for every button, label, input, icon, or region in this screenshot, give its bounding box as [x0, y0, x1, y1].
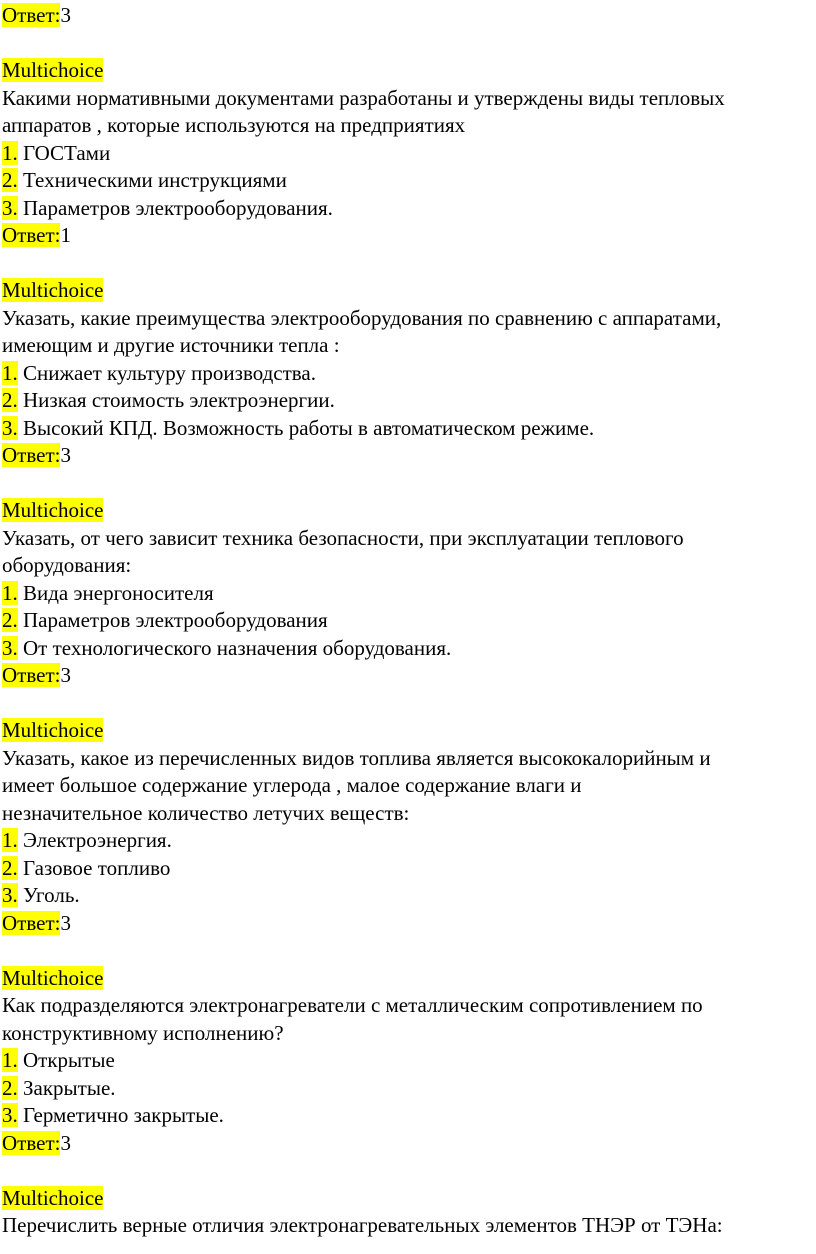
option-line: [2, 635, 816, 663]
question-type: Multichoice: [2, 58, 104, 82]
answer-value: 3: [60, 443, 71, 467]
option-text: Закрытые.: [17, 1075, 116, 1100]
option-number: 2.: [2, 168, 18, 192]
answer-value: 3: [60, 663, 71, 687]
spacer: [2, 937, 816, 965]
answer-label: Ответ:: [2, 663, 61, 687]
spacer: [2, 1157, 816, 1185]
question-text-line: Указать, какие преимущества электрооборудования по сравнению с аппаратами,: [2, 305, 722, 330]
option-text: Снижает культуру производства.: [17, 360, 317, 385]
answer-value: 3: [60, 910, 71, 935]
question-type: Multichoice: [2, 498, 104, 522]
option-text: Открытые: [17, 1048, 115, 1072]
answer-label: Ответ:: [2, 223, 61, 247]
option-text: Герметично закрытые.: [17, 1103, 224, 1127]
option-line: [2, 1075, 816, 1103]
spacer: [2, 470, 816, 498]
option-line: [2, 827, 816, 855]
question-text-line: Какими нормативными документами разработаны и утверждены виды тепловых: [2, 85, 725, 110]
option-number: 2.: [2, 855, 18, 880]
option-number: 1.: [2, 360, 18, 385]
question-text-line: имеет большое содержание углерода , малое содержание влаги и: [2, 773, 582, 797]
answer-line: [2, 662, 816, 690]
answer-label: Ответ:: [2, 3, 61, 27]
question-text-line: Перечислить верные отличия электронагревательных элементов ТНЭР от ТЭНа:: [2, 1213, 723, 1237]
question-block: [2, 497, 816, 690]
option-text: Низкая стоимость электроэнергии.: [17, 388, 335, 412]
question-type: Multichoice: [2, 278, 104, 302]
question-type-line: [2, 965, 816, 993]
answer-line: [2, 222, 816, 250]
question-text-line: Указать, какое из перечисленных видов топлива является высококалорийным и: [2, 745, 711, 770]
spacer: [2, 250, 816, 278]
option-text: От технологического назначения оборудования.: [17, 635, 452, 660]
option-line: [2, 882, 816, 910]
option-number: 3.: [2, 415, 18, 440]
option-line: [2, 195, 816, 223]
answer-label: Ответ:: [2, 910, 61, 935]
option-line: [2, 607, 816, 635]
option-number: 2.: [2, 608, 18, 632]
question-text-line: имеющим и другие источники тепла :: [2, 333, 340, 357]
question-text-line: аппаратов , которые используются на предприятиях: [2, 113, 466, 137]
option-line: [2, 387, 816, 415]
answer-line: [2, 910, 816, 938]
question-type-line: [2, 1185, 816, 1213]
option-line: [2, 167, 816, 195]
answer-line: [2, 442, 816, 470]
option-text: Электроэнергия.: [17, 828, 172, 852]
question-text-line: Как подразделяются электронагреватели с металлическим сопротивлением по: [2, 993, 703, 1017]
option-number: 1.: [2, 828, 18, 852]
spacer: [2, 690, 816, 718]
spacer: [2, 30, 816, 58]
question-block: [2, 57, 816, 250]
answer-label: Ответ:: [2, 1130, 61, 1155]
option-line: [2, 360, 816, 388]
document-page: [2, 2, 816, 1240]
answer-line: [2, 1130, 816, 1158]
option-text: Высокий КПД. Возможность работы в автоматическом режиме.: [17, 415, 595, 440]
question-type-line: [2, 717, 816, 745]
option-text: Параметров электрооборудования.: [17, 195, 333, 220]
option-line: [2, 580, 816, 608]
option-number: 2.: [2, 1075, 18, 1100]
question-type: Multichoice: [2, 1185, 104, 1210]
question-text-line: оборудования:: [2, 553, 132, 577]
option-text: Вида энергоносителя: [17, 580, 214, 605]
answer-label: Ответ:: [2, 443, 61, 467]
question-type-line: [2, 497, 816, 525]
question-block: [2, 717, 816, 937]
option-line: [2, 140, 816, 168]
option-number: 3.: [2, 883, 18, 907]
question-block: [2, 1185, 816, 1240]
option-number: 1.: [2, 1048, 18, 1072]
question-type: Multichoice: [2, 718, 104, 742]
option-line: [2, 1047, 816, 1075]
option-text: Техническими инструкциями: [17, 168, 287, 192]
option-number: 1.: [2, 580, 18, 605]
option-text: Параметров электрооборудования: [17, 608, 328, 632]
question-type-line: [2, 277, 816, 305]
option-number: 3.: [2, 195, 18, 220]
option-line: [2, 1102, 816, 1130]
option-number: 2.: [2, 388, 18, 412]
option-text: Газовое топливо: [17, 855, 171, 880]
question-block: [2, 965, 816, 1158]
answer-value: 3: [60, 1130, 71, 1155]
option-line: [2, 855, 816, 883]
answer-value: 1: [60, 223, 71, 247]
question-text-line: незначительное количество летучих веществ:: [2, 800, 410, 825]
answer-line: [2, 2, 816, 30]
option-text: Уголь.: [17, 883, 80, 907]
option-text: ГОСТами: [17, 140, 111, 165]
option-line: [2, 415, 816, 443]
question-type: Multichoice: [2, 965, 104, 990]
question-text-line: конструктивному исполнению?: [2, 1020, 284, 1045]
answer-value: 3: [60, 3, 71, 27]
question-type-line: [2, 57, 816, 85]
question-block: [2, 277, 816, 470]
option-number: 3.: [2, 635, 18, 660]
option-number: 1.: [2, 140, 18, 165]
question-text-line: Указать, от чего зависит техника безопасности, при эксплуатации теплового: [2, 525, 684, 550]
option-number: 3.: [2, 1103, 18, 1127]
